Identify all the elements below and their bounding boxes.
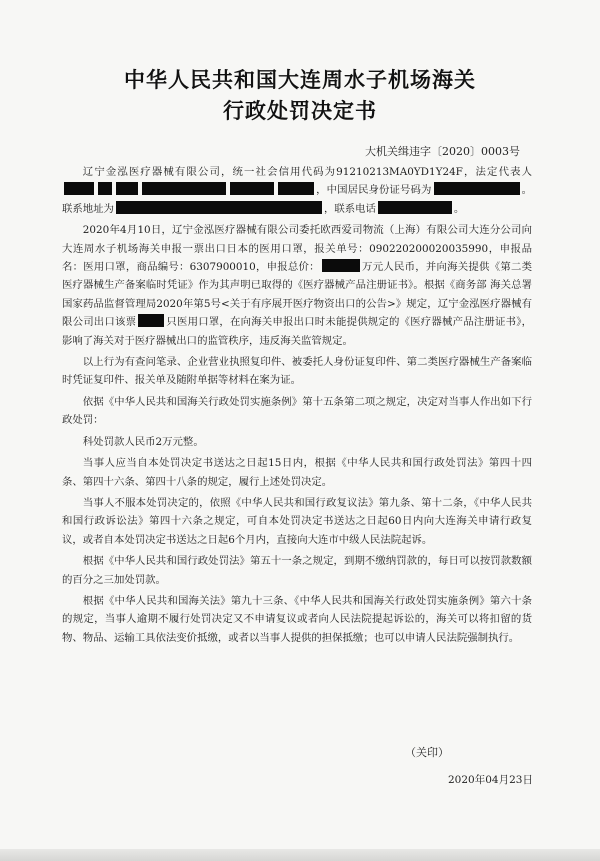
party-info-text-d: ，联系电话 [323,202,376,215]
paragraph-party-info [62,163,532,218]
redaction-block [378,201,452,214]
party-info-text-c: 。联系地址为 [62,184,533,215]
redaction-block [434,182,520,195]
document-title-line2: 行政处罚决定书 [223,99,377,123]
redaction-block [322,259,360,272]
redaction-block [142,182,226,195]
facts-text-a: 2020年4月10日，辽宁金泓医疗器械有限公司委托欧西爱司物流（上海）有限公司大连分公司向大连周水子机场海关申报一票出口日本的医用口罩，报关单号：090220200020035990，申报品名：医用口罩，商品编号：6307900010，申报总价： [62,224,532,274]
redaction-block [138,314,164,327]
page-bottom-shadow [0,849,600,861]
paragraph-late-fee: 根据《中华人民共和国行政处罚法》第五十一条之规定，到期不缴纳罚款的，每日可以按罚款数额的百分之三加处罚款。 [62,555,532,586]
paragraph-payment-deadline: 当事人应当自本处罚决定书送达之日起15日内，根据《中华人民共和国行政处罚法》第四十四条、第四十六条、第四十八条的规定，履行上述处罚决定。 [62,457,532,488]
redaction-block [278,182,314,195]
facts-text-c: 只医用口罩，在向海关申报出口时未能提供规定的《医疗器械产品注册证书》，影响了海关对于医疗器械出口的监管秩序，违反海关监管规定。 [62,316,533,347]
redaction-block [98,182,112,195]
redaction-block [64,182,94,195]
paragraph-penalty: 科处罚款人民币2万元整。 [82,435,204,448]
redaction-block [116,201,322,214]
paragraph-evidence: 以上行为有查问笔录、企业营业执照复印件、被委托人身份证复印件、第二类医疗器械生产备案临时凭证复印件、报关单及随附单据等材料在案为证。 [62,356,532,387]
party-info-text-a: 辽宁金泓医疗器械有限公司，统一社会信用代码为91210213MA0YD1Y24F，法定代表人 [82,166,532,178]
party-info-text-b: ，中国居民身份证号码为 [316,184,432,197]
issue-date: 2020年04月23日 [448,774,533,786]
document-title-line1: 中华人民共和国大连周水子机场海关 [124,68,476,92]
document-body [62,163,532,650]
party-info-text-e: 。 [453,202,465,215]
paragraph-appeal-rights: 当事人不服本处罚决定的，依照《中华人民共和国行政复议法》第九条、第十二条，《中华人民共和国行政诉讼法》第四十六条之规定，可自本处罚决定书送达之日起60日内向大连海关申请行政复议，或者自本处罚决定书送达之日起6个月内，直接向大连市中级人民法院起诉。 [62,496,532,546]
facts-text-b: 万元人民币，并向海关提供《第二类医疗器械生产备案临时凭证》作为其声明已取得的《医疗器械产品注册证书》。根据《商务部 海关总署 国家药品监督管理局2020年第5号<关于有序展开医疗物资出口的公告>》规定，辽宁金泓医疗器械有限公司出口该票 [62,261,532,329]
redaction-block [116,182,138,195]
document-number: 大机关缉违字〔2020〕0003号 [365,145,520,158]
redaction-block [230,182,274,195]
seal-label: （关印） [405,746,449,759]
paragraph-enforcement: 根据《中华人民共和国海关法》第九十三条、《中华人民共和国海关行政处罚实施条例》第六十条的规定，当事人逾期不履行处罚决定又不申请复议或者向人民法院提起诉讼的，海关可以将扣留的货物、物品、运输工具依法变价抵缴，或者以当事人提供的担保抵缴；也可以申请人民法院强制执行。 [62,594,532,644]
paragraph-facts [62,221,532,350]
paragraph-legal-basis: 依据《中华人民共和国海关行政处罚实施条例》第十五条第二项之规定，决定对当事人作出如下行政处罚： [62,395,532,427]
